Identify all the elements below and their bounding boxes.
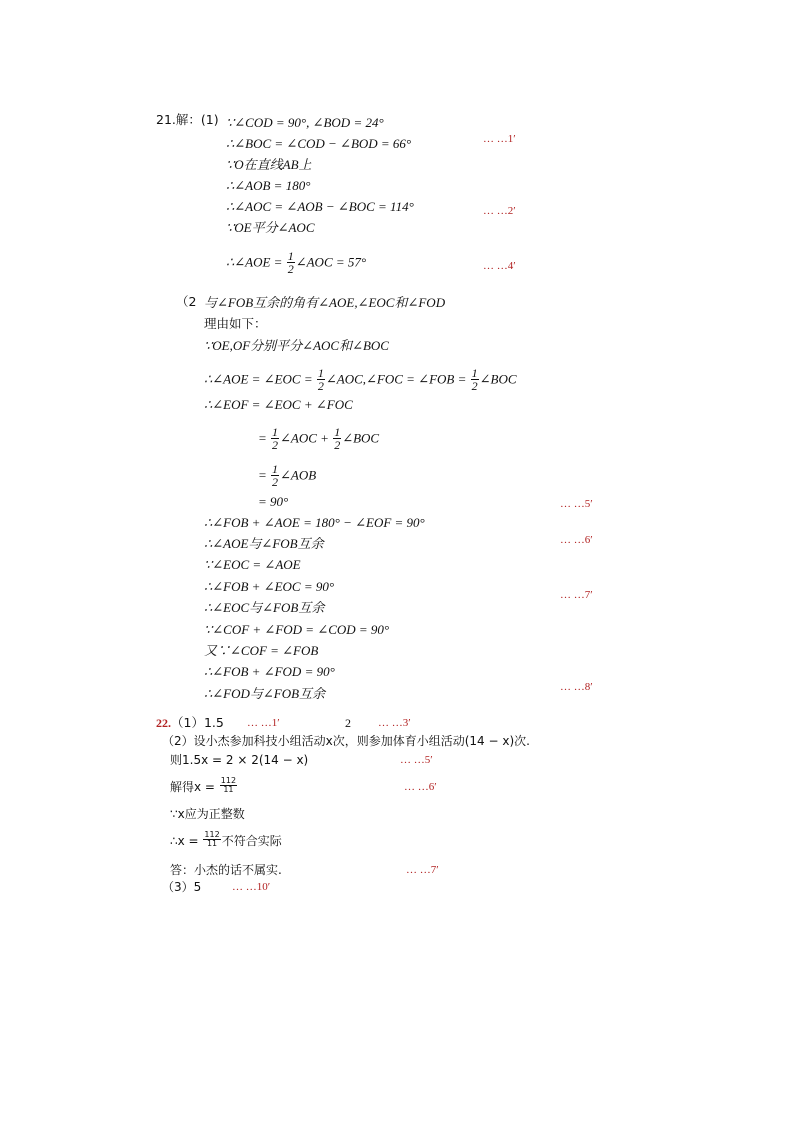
q21-p2-line-4 (204, 368, 517, 393)
q22-line-5: ∵x应为正整数 (170, 807, 245, 821)
fraction-numerator: 1 (317, 366, 324, 380)
q21-p2-head-3: ∵OE,OF分别平分∠AOC和∠BOC (204, 338, 389, 353)
q22-answer-1b: 2 (345, 716, 351, 730)
q21-p1-line-6: ∵OE平分∠AOC (226, 220, 315, 235)
score-mark: … …1′ (483, 133, 516, 145)
expr-part: ∠BOC (479, 371, 517, 387)
score-mark: … …2′ (483, 205, 516, 217)
q21-p2-head-2: 理由如下： (204, 316, 267, 331)
fraction-numerator: 1 (272, 425, 279, 439)
fraction-denominator: 2 (272, 438, 279, 452)
score-mark: … …5′ (400, 754, 433, 766)
fraction (220, 777, 237, 794)
expr-part: = (258, 430, 271, 446)
q22-line-7: 答：小杰的话不属实. (170, 863, 282, 877)
q21-p2-tail-9: ∴∠FOD与∠FOB互余 (204, 686, 326, 701)
q21-p2-tail-5: ∴∠EOC与∠FOB互余 (204, 600, 325, 615)
q21-p1-line-7-pre: ∴∠AOE = (226, 254, 286, 270)
fraction (271, 426, 279, 451)
fraction-denominator: 2 (272, 475, 279, 489)
fraction-numerator: 1 (272, 462, 279, 476)
q22-line-6 (170, 830, 282, 850)
expr-part: 解得x = (170, 780, 219, 794)
score-mark: … …7′ (406, 864, 439, 876)
expr-part: ∠AOC,∠FOC = ∠FOB = (325, 371, 470, 387)
expr-part: 不符合实际 (221, 834, 282, 848)
fraction (271, 463, 279, 488)
fraction-numerator: 1 (471, 366, 478, 380)
expr-part: ∴∠AOE = ∠EOC = (204, 371, 316, 387)
fraction (317, 367, 325, 392)
q21-p1-line-3: ∵O在直线AB上 (226, 157, 312, 172)
score-mark: … …8′ (560, 681, 593, 693)
score-mark: … …6′ (404, 781, 437, 793)
fraction (333, 426, 341, 451)
q21-p2-tail-4: ∴∠FOB + ∠EOC = 90° (204, 579, 335, 594)
q21-p2-tail-2: ∴∠AOE与∠FOB互余 (204, 536, 324, 551)
score-mark: … …10′ (232, 881, 271, 893)
score-mark: … …7′ (560, 589, 593, 601)
q21-p1-line-7 (226, 251, 366, 276)
fraction (287, 250, 295, 275)
q21-p1-line-5: ∴∠AOC = ∠AOB − ∠BOC = 114° (226, 199, 414, 214)
fraction-numerator: 1 (334, 425, 341, 439)
score-mark: … …3′ (378, 717, 411, 729)
q21-p1-line-1: ∵∠COD = 90°, ∠BOD = 24° (226, 115, 384, 130)
q21-p2-tail-3: ∵∠EOC = ∠AOE (204, 557, 301, 572)
q22-line-4 (170, 776, 238, 796)
fraction-denominator: 2 (317, 379, 324, 393)
expr-part: ∴x = (170, 834, 203, 848)
expr-part: ∠AOB (280, 467, 317, 483)
expr-part: = (258, 467, 271, 483)
q21-p2-head-1: 与∠FOB互余的角有∠AOE,∠EOC和∠FOD (204, 295, 446, 310)
q21-p1-line-4: ∴∠AOB = 180° (226, 178, 311, 193)
score-mark: … …5′ (560, 498, 593, 510)
q21-p2-tail-7: 又∵∠COF = ∠FOB (204, 643, 319, 658)
q21-p2-tail-1: ∴∠FOB + ∠AOE = 180° − ∠EOF = 90° (204, 515, 425, 530)
fraction-denominator: 2 (334, 438, 341, 452)
q21-p2-line-7 (258, 464, 316, 489)
score-mark: … …6′ (560, 534, 593, 546)
fraction (471, 367, 479, 392)
q22-number: 22. (156, 716, 171, 730)
fraction-denominator: 11 (223, 785, 234, 794)
q22-line-2: （2）设小杰参加科技小组活动x次，则参加体育小组活动(14 − x)次. (162, 734, 530, 748)
score-mark: … …1′ (247, 717, 280, 729)
q21-label: 21.解：(1) (156, 112, 219, 127)
fraction-denominator: 11 (206, 839, 218, 848)
q21-p2-line-6 (258, 427, 379, 452)
fraction-numerator: 112 (220, 776, 237, 785)
q21-part2-label: （2 (176, 294, 197, 309)
q21-p2-line-5: ∴∠EOF = ∠EOC + ∠FOC (204, 397, 353, 412)
fraction-numerator: 1 (287, 249, 294, 263)
q21-p2-line-8: = 90° (258, 494, 289, 509)
fraction-denominator: 2 (287, 262, 294, 276)
q22-answer-1: （1）1.5 (171, 715, 224, 730)
score-mark: … …4′ (483, 260, 516, 272)
q21-p1-line-7-post: ∠AOC = 57° (295, 254, 367, 270)
fraction (203, 831, 220, 848)
fraction-numerator: 112 (204, 830, 220, 839)
fraction-denominator: 2 (471, 379, 478, 393)
q21-p2-tail-6: ∵∠COF + ∠FOD = ∠COD = 90° (204, 622, 390, 637)
q22-line-3: 则1.5x = 2 × 2(14 − x) (170, 753, 309, 767)
expr-part: ∠BOC (342, 430, 380, 446)
q22-line-1 (156, 715, 224, 731)
q22-line-8: （3）5 (162, 880, 202, 894)
q21-p2-tail-8: ∴∠FOB + ∠FOD = 90° (204, 664, 335, 679)
expr-part: ∠AOC + (280, 430, 333, 446)
q21-p1-line-2: ∴∠BOC = ∠COD − ∠BOD = 66° (226, 136, 412, 151)
